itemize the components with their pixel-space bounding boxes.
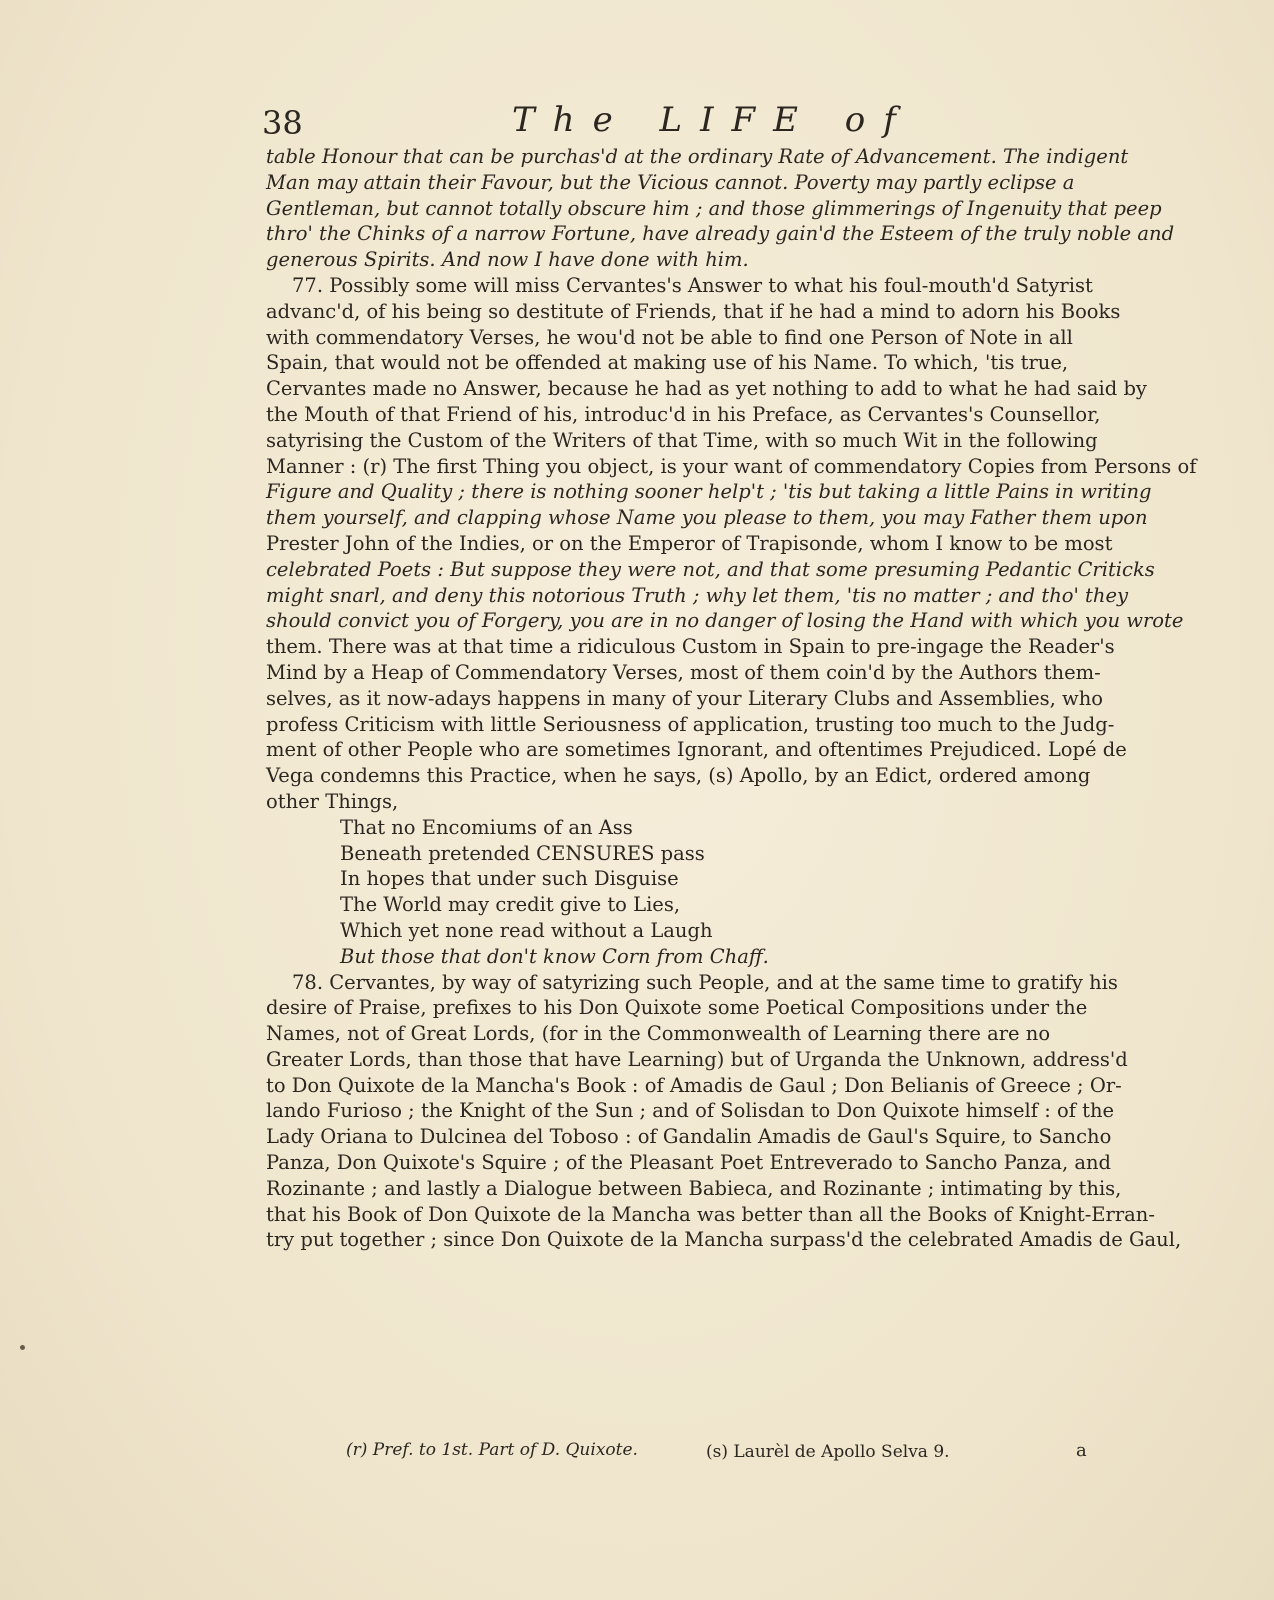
text-line: Mind by a Heap of Commendatory Verses, most of them coin'd by the Authors them-	[266, 660, 1101, 684]
text-line: desire of Praise, prefixes to his Don Quixote some Poetical Compositions under the	[266, 996, 1088, 1020]
text-line: with commendatory Verses, he wou'd not be able to find one Person of Note in all	[266, 325, 1073, 349]
text-line: Panza, Don Quixote's Squire ; of the Pleasant Poet Entreverado to Sancho Panza, and	[266, 1151, 1112, 1175]
text-line: Figure and Quality ; there is nothing sooner help't ; 'tis but taking a little Pains in writing	[266, 480, 1152, 504]
text-line: Prester John of the Indies, or on the Emperor of Trapisonde, whom I know to be most	[266, 531, 1113, 555]
text-line: Rozinante ; and lastly a Dialogue between Babieca, and Rozinante ; intimating by this,	[266, 1176, 1122, 1200]
text-line: Man may attain their Favour, but the Vicious cannot. Poverty may partly eclipse a	[266, 170, 1075, 194]
paper-blemish	[20, 1345, 25, 1350]
text-line: Lady Oriana to Dulcinea del Toboso : of Gandalin Amadis de Gaul's Squire, to Sancho	[266, 1125, 1112, 1149]
text-line: should convict you of Forgery, you are in no danger of losing the Hand with which you wrote	[266, 609, 1184, 633]
text-line: advanc'd, of his being so destitute of Friends, that if he had a mind to adorn his Books	[266, 299, 1121, 323]
verse-line: In hopes that under such Disguise	[340, 867, 679, 891]
verse-line: But those that don't know Corn from Chaff.	[340, 944, 769, 968]
text-line: thro' the Chinks of a narrow Fortune, have already gain'd the Esteem of the truly noble and	[266, 222, 1175, 246]
text-line: celebrated Poets : But suppose they were not, and that some presuming Pedantic Criticks	[266, 557, 1155, 581]
verse-line: Which yet none read without a Laugh	[340, 918, 713, 942]
running-head: The LIFE of	[512, 100, 914, 140]
page-header	[262, 100, 1082, 150]
text-line: Names, not of Great Lords, (for in the Commonwealth of Learning there are no	[266, 1022, 1051, 1046]
text-line: satyrising the Custom of the Writers of that Time, with so much Wit in the following	[266, 428, 1098, 452]
page-number: 38	[262, 104, 303, 142]
text-line: profess Criticism with little Seriousness of application, trusting too much to the Judg-	[266, 712, 1115, 736]
footnote-r: (r) Pref. to 1st. Part of D. Quixote.	[346, 1440, 638, 1460]
text-line: Spain, that would not be offended at making use of his Name. To which, 'tis true,	[266, 351, 1069, 375]
text-line: ment of other People who are sometimes Ignorant, and oftentimes Prejudiced. Lopé de	[266, 738, 1127, 762]
text-line: the Mouth of that Friend of his, introduc'd in his Preface, as Cervantes's Counsellor,	[266, 402, 1101, 426]
text-line: that his Book of Don Quixote de la Mancha was better than all the Books of Knight-Erran-	[266, 1202, 1155, 1226]
text-line: other Things,	[266, 789, 399, 813]
text-line: Cervantes made no Answer, because he had as yet nothing to add to what he had said by	[266, 377, 1147, 401]
verse-line: That no Encomiums of an Ass	[340, 815, 633, 839]
text-line: 78. Cervantes, by way of satyrizing such People, and at the same time to gratify his	[292, 970, 1118, 994]
text-line: to Don Quixote de la Mancha's Book : of Amadis de Gaul ; Don Belianis of Greece ; Or-	[266, 1073, 1122, 1097]
text-line: them. There was at that time a ridiculous Custom in Spain to pre-ingage the Reader's	[266, 635, 1115, 659]
body-text	[266, 144, 1197, 1253]
text-line: try put together ; since Don Quixote de la Mancha surpass'd the celebrated Amadis de Gaul,	[266, 1228, 1182, 1252]
text-line: table Honour that can be purchas'd at the ordinary Rate of Advancement. The indigent	[266, 145, 1129, 168]
text-line: Gentleman, but cannot totally obscure him ; and those glimmerings of Ingenuity that peep	[266, 196, 1162, 220]
text-line: selves, as it now-adays happens in many of your Literary Clubs and Assemblies, who	[266, 686, 1104, 710]
text-line: them yourself, and clapping whose Name you please to them, you may Father them upon	[266, 506, 1148, 530]
text-line: Greater Lords, than those that have Learning) but of Urganda the Unknown, address'd	[266, 1047, 1128, 1071]
catchword: a	[1076, 1440, 1087, 1461]
text-line: might snarl, and deny this notorious Truth ; why let them, 'tis no matter ; and tho' they	[266, 583, 1128, 607]
text-line: generous Spirits. And now I have done with him.	[266, 248, 749, 272]
text-line: Vega condemns this Practice, when he says, (s) Apollo, by an Edict, ordered among	[266, 764, 1091, 788]
footnote-s: (s) Laurèl de Apollo Selva 9.	[706, 1442, 950, 1462]
text-line: Manner : (r) The first Thing you object, is your want of commendatory Copies from Persons of	[266, 454, 1197, 478]
text-line: 77. Possibly some will miss Cervantes's Answer to what his foul-mouth'd Satyrist	[292, 273, 1093, 297]
verse-line: The World may credit give to Lies,	[340, 893, 681, 917]
text-line: lando Furioso ; the Knight of the Sun ; and of Solisdan to Don Quixote himself : of the	[266, 1099, 1115, 1123]
verse-line: Beneath pretended CENSURES pass	[340, 841, 705, 865]
